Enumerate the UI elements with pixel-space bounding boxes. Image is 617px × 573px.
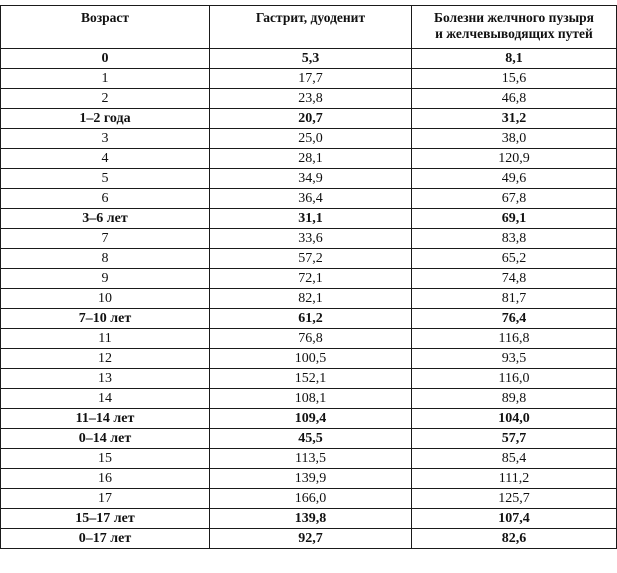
cell-gallbladder: 89,8 — [412, 389, 617, 409]
table-row — [1, 129, 617, 149]
cell-age: 0–14 лет — [1, 429, 210, 449]
morbidity-table — [0, 5, 617, 549]
cell-age: 4 — [1, 149, 210, 169]
cell-age: 7 — [1, 229, 210, 249]
cell-gallbladder: 49,6 — [412, 169, 617, 189]
table-row — [1, 469, 617, 489]
cell-gallbladder: 69,1 — [412, 209, 617, 229]
cell-age: 3–6 лет — [1, 209, 210, 229]
cell-gallbladder: 57,7 — [412, 429, 617, 449]
cell-gastritis: 166,0 — [210, 489, 412, 509]
cell-age: 13 — [1, 369, 210, 389]
cell-gallbladder: 85,4 — [412, 449, 617, 469]
cell-age: 0–17 лет — [1, 529, 210, 549]
cell-gallbladder: 120,9 — [412, 149, 617, 169]
cell-age: 2 — [1, 89, 210, 109]
table-row — [1, 249, 617, 269]
header-age: Возраст — [1, 6, 210, 49]
table-row — [1, 229, 617, 249]
table-row — [1, 269, 617, 289]
cell-gallbladder: 8,1 — [412, 49, 617, 69]
table-row-subtotal — [1, 529, 617, 549]
header-gallbladder: Болезни желчного пузыря и желчевыводящих путей — [412, 6, 617, 49]
header-gastritis: Гастрит, дуоденит — [210, 6, 412, 49]
table-row — [1, 69, 617, 89]
cell-gastritis: 152,1 — [210, 369, 412, 389]
table-row — [1, 189, 617, 209]
cell-gastritis: 61,2 — [210, 309, 412, 329]
cell-age: 10 — [1, 289, 210, 309]
cell-gallbladder: 83,8 — [412, 229, 617, 249]
cell-gastritis: 109,4 — [210, 409, 412, 429]
cell-gallbladder: 116,8 — [412, 329, 617, 349]
cell-age: 11–14 лет — [1, 409, 210, 429]
cell-gastritis: 31,1 — [210, 209, 412, 229]
cell-age: 16 — [1, 469, 210, 489]
table-header-row — [1, 6, 617, 49]
cell-age: 3 — [1, 129, 210, 149]
table-row — [1, 329, 617, 349]
table-row-subtotal — [1, 309, 617, 329]
cell-gallbladder: 125,7 — [412, 489, 617, 509]
cell-gastritis: 113,5 — [210, 449, 412, 469]
cell-age: 1 — [1, 69, 210, 89]
cell-gastritis: 139,8 — [210, 509, 412, 529]
table-row-subtotal — [1, 49, 617, 69]
cell-age: 8 — [1, 249, 210, 269]
cell-gallbladder: 31,2 — [412, 109, 617, 129]
cell-age: 9 — [1, 269, 210, 289]
cell-gastritis: 139,9 — [210, 469, 412, 489]
table-body — [1, 49, 617, 549]
cell-age: 5 — [1, 169, 210, 189]
cell-gastritis: 5,3 — [210, 49, 412, 69]
cell-gallbladder: 116,0 — [412, 369, 617, 389]
cell-gallbladder: 46,8 — [412, 89, 617, 109]
cell-gallbladder: 74,8 — [412, 269, 617, 289]
cell-gastritis: 36,4 — [210, 189, 412, 209]
cell-age: 15–17 лет — [1, 509, 210, 529]
table-row-subtotal — [1, 409, 617, 429]
table-row — [1, 489, 617, 509]
cell-gallbladder: 76,4 — [412, 309, 617, 329]
cell-gastritis: 25,0 — [210, 129, 412, 149]
cell-gastritis: 57,2 — [210, 249, 412, 269]
cell-age: 0 — [1, 49, 210, 69]
table-row — [1, 369, 617, 389]
cell-gallbladder: 104,0 — [412, 409, 617, 429]
cell-gastritis: 34,9 — [210, 169, 412, 189]
cell-gallbladder: 107,4 — [412, 509, 617, 529]
cell-gastritis: 23,8 — [210, 89, 412, 109]
cell-age: 12 — [1, 349, 210, 369]
cell-gastritis: 72,1 — [210, 269, 412, 289]
cell-gastritis: 108,1 — [210, 389, 412, 409]
cell-age: 15 — [1, 449, 210, 469]
table-row — [1, 289, 617, 309]
cell-gastritis: 100,5 — [210, 349, 412, 369]
table-row — [1, 349, 617, 369]
cell-age: 11 — [1, 329, 210, 349]
cell-gastritis: 76,8 — [210, 329, 412, 349]
table-row — [1, 89, 617, 109]
table-row — [1, 149, 617, 169]
cell-age: 1–2 года — [1, 109, 210, 129]
cell-gallbladder: 15,6 — [412, 69, 617, 89]
cell-age: 14 — [1, 389, 210, 409]
cell-gastritis: 28,1 — [210, 149, 412, 169]
cell-age: 7–10 лет — [1, 309, 210, 329]
cell-gallbladder: 65,2 — [412, 249, 617, 269]
table-row-subtotal — [1, 209, 617, 229]
cell-gastritis: 92,7 — [210, 529, 412, 549]
cell-age: 6 — [1, 189, 210, 209]
cell-gallbladder: 82,6 — [412, 529, 617, 549]
cell-gallbladder: 93,5 — [412, 349, 617, 369]
table-row — [1, 389, 617, 409]
cell-gastritis: 33,6 — [210, 229, 412, 249]
table-row — [1, 449, 617, 469]
table-row-subtotal — [1, 429, 617, 449]
table-row — [1, 169, 617, 189]
cell-gastritis: 20,7 — [210, 109, 412, 129]
cell-gallbladder: 67,8 — [412, 189, 617, 209]
cell-gastritis: 82,1 — [210, 289, 412, 309]
table-row-subtotal — [1, 509, 617, 529]
cell-age: 17 — [1, 489, 210, 509]
cell-gallbladder: 111,2 — [412, 469, 617, 489]
cell-gastritis: 45,5 — [210, 429, 412, 449]
table-row-subtotal — [1, 109, 617, 129]
cell-gallbladder: 38,0 — [412, 129, 617, 149]
cell-gallbladder: 81,7 — [412, 289, 617, 309]
cell-gastritis: 17,7 — [210, 69, 412, 89]
